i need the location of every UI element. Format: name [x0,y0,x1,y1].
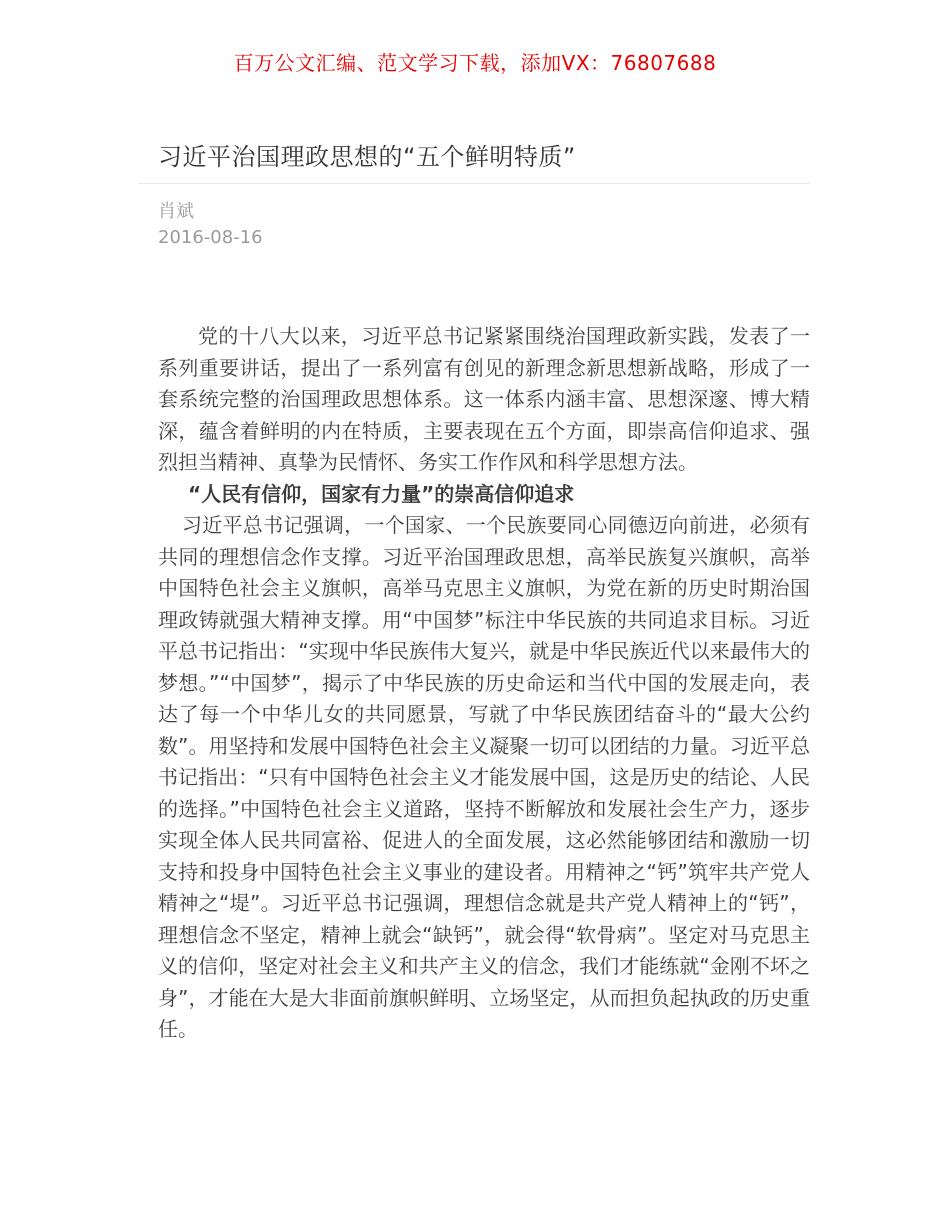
article-body [158,321,810,1046]
title-divider [138,183,810,184]
section-heading: “人民有信仰，国家有力量”的崇高信仰追求 [188,481,575,506]
article-meta [158,199,810,251]
promo-banner-text: 百万公文汇编、范文学习下载，添加VX：76807688 [233,51,717,75]
intro-paragraph: 党的十八大以来，习近平总书记紧紧围绕治国理政新实践，发表了一系列重要讲话，提出了一系列富有创见的新理念新思想新战略，形成了一套系统完整的治国理政思想体系。这一体系内涵丰富、思想深邃、博大精深，蕴含着鲜明的内在特质，主要表现在五个方面，即崇高信仰追求、强烈担当精神、真挚为民情怀、务实工作作风和科学思想方法。 [158,324,810,474]
publish-date: 2016-08-16 [158,227,263,248]
article-container [138,142,810,1046]
author-name: 肖斌 [158,201,194,222]
page-title: 习近平治国理政思想的“五个鲜明特质” [158,143,576,171]
section-paragraph: 习近平总书记强调，一个国家、一个民族要同心同德迈向前进，必须有共同的理想信念作支撑。习近平治国理政思想，高举民族复兴旗帜，高举中国特色社会主义旗帜，高举马克思主义旗帜，为党在新的历史时期治国理政铸就强大精神支撑。用“中国梦”标注中华民族的共同追求目标。习近平总书记指出：“实现中华民族伟大复兴，就是中华民族近代以来最伟大的梦想。”“中国梦”，揭示了中华民族的历史命运和当代中国的发展走向，表达了每一个中华儿女的共同愿景，写就了中华民族团结奋斗的“最大公约数”。用坚持和发展中国特色社会主义凝聚一切可以团结的力量。习近平总书记指出：“只有中国特色社会主义才能发展中国，这是历史的结论、人民的选择。”中国特色社会主义道路，坚持不断解放和发展社会生产力，逐步实现全体人民共同富裕、促进人的全面发展，这必然能够团结和激励一切支持和投身中国特色社会主义事业的建设者。用精神之“钙”筑牢共产党人精神之“堤”。习近平总书记强调，理想信念就是共产党人精神上的“钙”，理想信念不坚定，精神上就会“缺钙”，就会得“软骨病”。坚定对马克思主义的信仰，坚定对社会主义和共产主义的信念，我们才能练就“金刚不坏之身”，才能在大是大非面前旗帜鲜明、立场坚定，从而担负起执政的历史重任。 [158,513,810,1041]
